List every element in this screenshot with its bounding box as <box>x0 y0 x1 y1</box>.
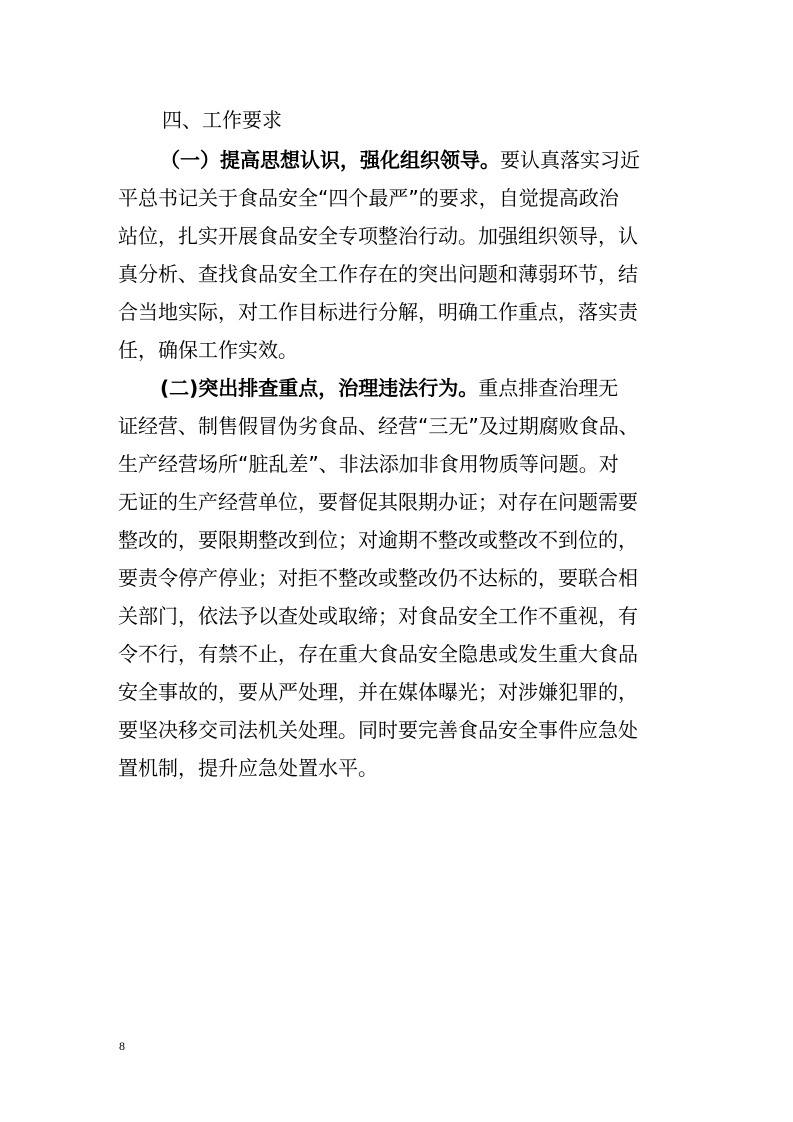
page-number: 8 <box>119 1039 125 1053</box>
paragraph-1-title: （一）提高思想认识，强化组织领导。 <box>160 148 500 172</box>
paragraph-2-line: 生产经营场所“脏乱差”、非法添加非食用物质等问题。对 <box>118 452 619 476</box>
paragraph-2-line: 整改的，要限期整改到位；对逾期不整改或整改不到位的， <box>118 528 638 552</box>
paragraph-2-line: 令不行，有禁不止，存在重大食品安全隐患或发生重大食品 <box>118 642 638 666</box>
paragraph-2-line: 证经营、制售假冒伪劣食品、经营“三无”及过期腐败食品、 <box>118 414 639 438</box>
paragraph-2-line: 关部门，依法予以查处或取缔；对食品安全工作不重视，有 <box>118 604 638 628</box>
paragraph-1-line: 站位，扎实开展食品安全专项整治行动。加强组织领导，认 <box>118 224 638 248</box>
paragraph-2-line: 置机制，提升应急处置水平。 <box>118 756 378 780</box>
paragraph-2-line: 无证的生产经营单位，要督促其限期办证；对存在问题需要 <box>118 490 638 514</box>
paragraph-2-line: 要责令停产停业；对拒不整改或整改仍不达标的，要联合相 <box>118 566 638 590</box>
paragraph-1-line: 平总书记关于食品安全“四个最严”的要求，自觉提高政治 <box>118 186 619 210</box>
section-heading: 四、工作要求 <box>162 108 282 132</box>
paragraph-2-line: 重点排查治理无 <box>478 376 619 400</box>
paragraph-2-title: (二)突出排查重点，治理违法行为。 <box>160 376 479 400</box>
paragraph-1-line: 任，确保工作实效。 <box>118 338 298 362</box>
paragraph-2-line: 安全事故的，要从严处理，并在媒体曝光；对涉嫌犯罪的， <box>118 680 638 704</box>
paragraph-1-first-line <box>160 148 720 172</box>
paragraph-1-line: 合当地实际，对工作目标进行分解，明确工作重点，落实责 <box>118 300 638 324</box>
paragraph-1-line: 要认真落实习近 <box>500 148 640 172</box>
paragraph-2-first-line <box>160 376 720 400</box>
paragraph-2-line: 要坚决移交司法机关处理。同时要完善食品安全事件应急处 <box>118 718 638 742</box>
paragraph-1-line: 真分析、查找食品安全工作存在的突出问题和薄弱环节，结 <box>118 262 638 286</box>
